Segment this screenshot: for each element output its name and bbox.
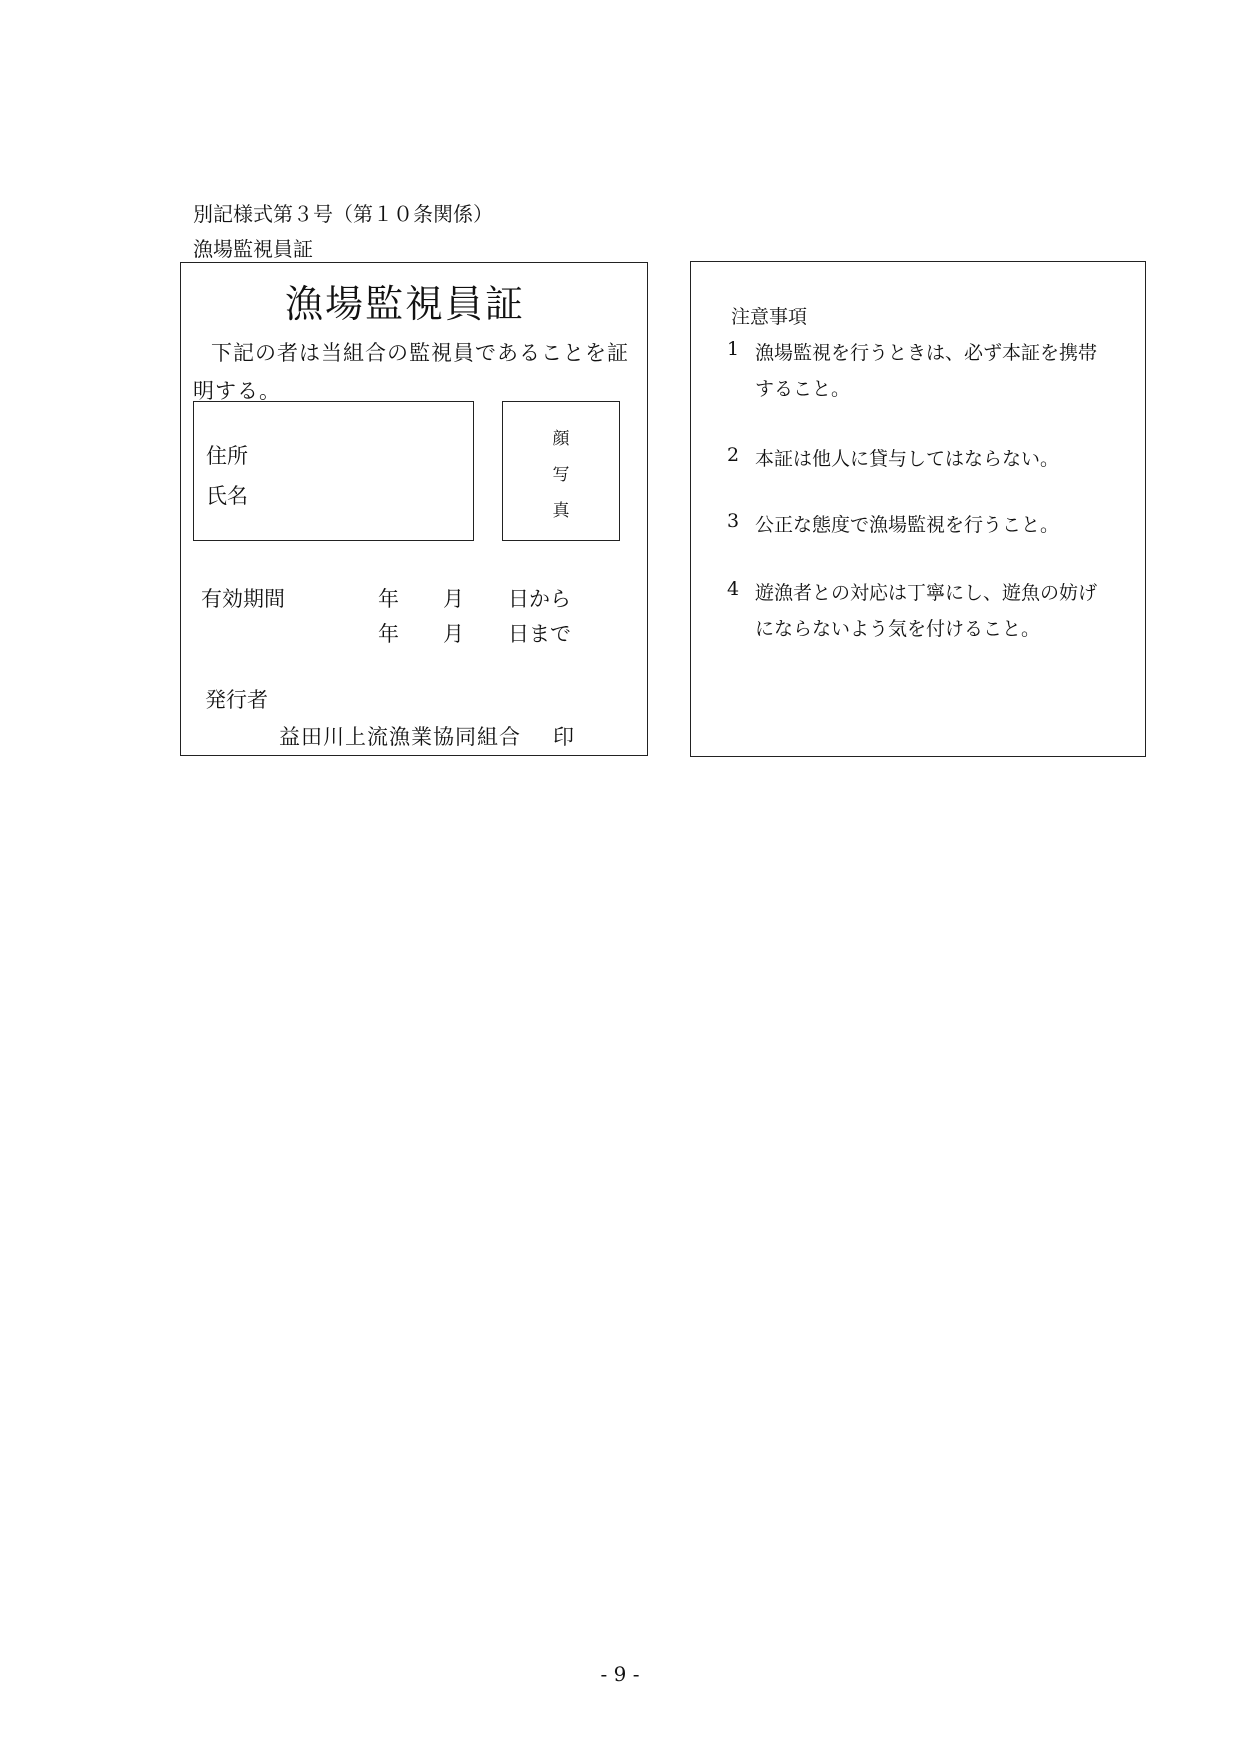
issuer-label: 発行者 [205, 688, 268, 712]
to-day-label: 日まで [508, 622, 571, 646]
from-year-label: 年 [378, 587, 399, 611]
card-title: 漁場監視員証 [285, 282, 526, 326]
photo-label-char: 顔 [552, 429, 570, 449]
notes-heading: 注意事項 [731, 306, 808, 328]
document-name: 漁場監視員証 [193, 237, 313, 261]
seal-mark: 印 [553, 725, 574, 749]
holder-info-box [193, 401, 474, 541]
note-number: 3 [727, 510, 740, 532]
note-text-line1: 公正な態度で漁場監視を行うこと。 [755, 514, 1060, 536]
issuer-organization: 益田川上流漁業協同組合 [279, 725, 521, 749]
note-text-line2: すること。 [755, 378, 851, 400]
id-card-back [690, 261, 1146, 757]
photo-box [502, 401, 620, 541]
photo-label-char: 真 [552, 501, 570, 521]
to-month-label: 月 [443, 622, 464, 646]
photo-label-char: 写 [552, 465, 570, 485]
validity-period-label: 有効期間 [201, 587, 285, 611]
id-card-front [180, 262, 648, 756]
certification-text-line2: 明する。 [193, 379, 281, 403]
from-day-label: 日から [508, 587, 571, 611]
page-number: - 9 - [600, 1662, 640, 1686]
note-text-line1: 遊漁者との対応は丁寧にし、遊魚の妨げ [755, 582, 1098, 604]
note-number: 4 [727, 578, 740, 600]
note-text-line1: 本証は他人に貸与してはならない。 [755, 448, 1060, 470]
note-text-line2: にならないよう気を付けること。 [755, 618, 1041, 640]
note-number: 2 [727, 444, 740, 466]
name-label: 氏名 [206, 484, 248, 508]
form-number: 別記様式第３号（第１０条関係） [193, 202, 493, 226]
note-number: 1 [727, 338, 740, 360]
from-month-label: 月 [443, 587, 464, 611]
to-year-label: 年 [378, 622, 399, 646]
certification-text-line1: 下記の者は当組合の監視員であることを証 [211, 341, 629, 365]
note-text-line1: 漁場監視を行うときは、必ず本証を携帯 [755, 342, 1098, 364]
address-label: 住所 [206, 444, 248, 468]
